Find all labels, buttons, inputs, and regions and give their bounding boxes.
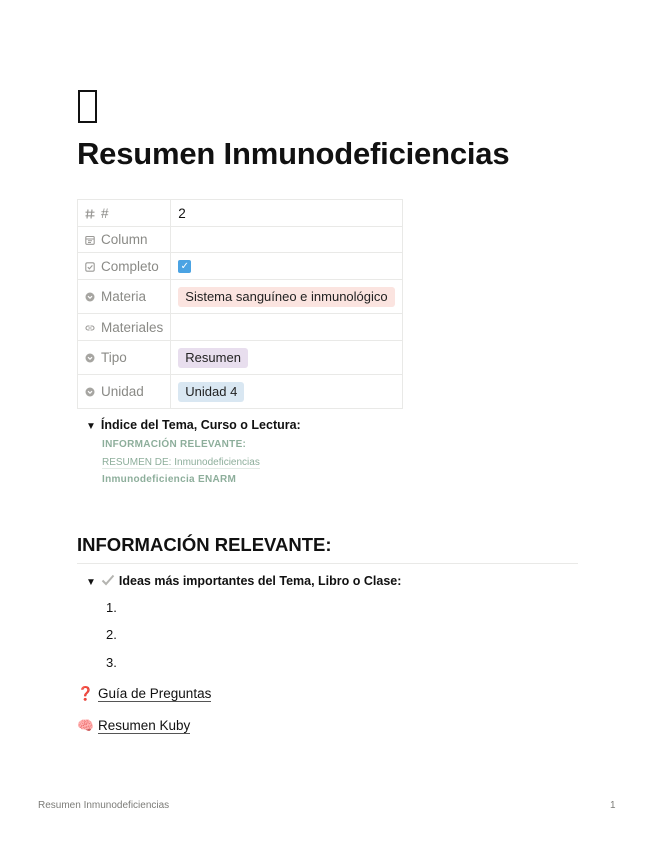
property-value [171,253,402,280]
property-value [171,280,402,314]
property-row-column [78,227,403,253]
select-icon [85,290,95,300]
resumen-kuby-link[interactable] [77,718,190,734]
page-icon [78,90,97,123]
footer-title: Resumen Inmunodeficiencias [38,800,170,811]
materia-tag[interactable]: Sistema sanguíneo e inmunológico [178,287,394,307]
list-item: 2. [106,627,117,642]
triangle-down-icon[interactable]: ▼ [86,421,96,432]
hash-icon [85,207,95,217]
checkbox-icon [85,260,95,270]
property-key: Completo [78,253,171,280]
calendar-icon [85,233,95,243]
property-row-number [78,200,403,227]
property-value [171,341,402,375]
property-value[interactable] [171,314,402,341]
property-value[interactable] [171,227,402,253]
select-icon [85,385,95,395]
property-row-materiales [78,314,403,341]
property-row-unidad [78,375,403,409]
checkmark-icon [101,574,115,589]
tipo-tag[interactable]: Resumen [178,348,248,368]
property-key: Tipo [78,341,171,375]
list-item: 1. [106,600,117,615]
toc-toggle[interactable] [86,418,301,432]
page-title: Resumen Inmunodeficiencias [77,136,510,171]
property-row-tipo [78,341,403,375]
list-item: 3. [106,655,117,670]
unidad-tag[interactable]: Unidad 4 [178,382,244,402]
properties-table [77,199,403,409]
resumen-kuby-text[interactable]: Resumen Kuby [98,718,191,733]
guia-preguntas-link[interactable] [77,686,211,702]
heading-divider [77,563,578,564]
property-key: Materiales [78,314,171,341]
section-heading: INFORMACIÓN RELEVANTE: [77,534,332,555]
page-number: 1 [610,800,616,811]
property-row-materia [78,280,403,314]
property-key: # [78,200,171,227]
guia-preguntas-text[interactable]: Guía de Preguntas [98,686,212,701]
property-value [171,375,402,409]
toc-link-informacion[interactable]: INFORMACIÓN RELEVANTE: [102,439,247,450]
toc-link-resumen[interactable]: RESUMEN DE: Inmunodeficiencias [102,457,260,468]
checked-checkbox[interactable]: ✓ [178,260,191,273]
question-mark-icon: ❓ [77,686,94,701]
property-value[interactable]: 2 [171,200,402,227]
link-icon [85,321,95,331]
property-key: Materia [78,280,171,314]
select-icon [85,351,95,361]
triangle-down-icon[interactable]: ▼ [86,577,96,588]
toc-heading: Índice del Tema, Curso o Lectura: [100,418,301,432]
ideas-toggle[interactable] [86,574,401,589]
property-key: Unidad [78,375,171,409]
property-key: Column [78,227,171,253]
property-row-completo [78,253,403,280]
brain-icon: 🧠 [77,718,94,733]
toc-link-enarm[interactable]: Inmunodeficiencia ENARM [102,474,237,485]
ideas-heading: Ideas más importantes del Tema, Libro o Clase: [118,574,402,588]
